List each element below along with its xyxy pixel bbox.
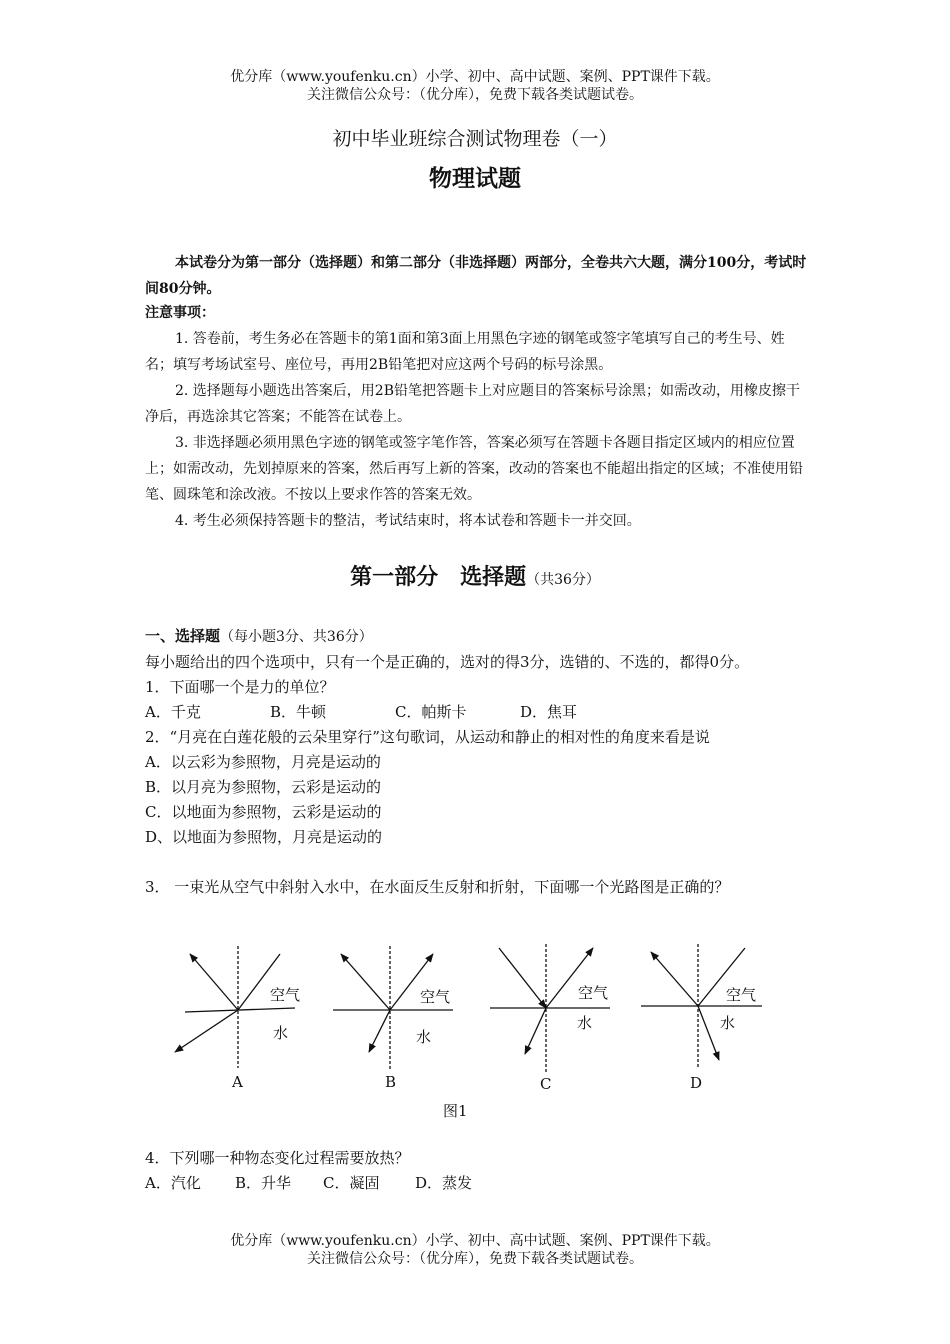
figure-1-light-diagrams <box>165 940 785 1130</box>
page-footer <box>0 1232 950 1268</box>
q2-option-c: C．以地面为参照物，云彩是运动的 <box>145 803 382 821</box>
section-heading: 一、选择题 <box>145 627 221 645</box>
q4-option-a: A．汽化 <box>145 1174 201 1192</box>
exam-intro <box>145 250 810 302</box>
questions-block <box>145 624 810 900</box>
note-item: 2. 选择题每小题选出答案后，用2B铅笔把答题卡上对应题目的答案标号涂黑；如需改动，用橡皮擦干净后，再选涂其它答案；不能答在试卷上。 <box>145 383 801 425</box>
notes-block <box>145 300 810 534</box>
header-line-1: 优分库（www.youfenku.cn）小学、初中、高中试题、案例、PPT课件下载。 <box>230 69 720 85</box>
notes-heading: 注意事项： <box>145 305 215 321</box>
q4-options <box>145 1171 810 1196</box>
q2-option-a: A．以云彩为参照物，月亮是运动的 <box>145 753 381 771</box>
q2-option-d: D、以地面为参照物，月亮是运动的 <box>145 828 383 846</box>
q4-option-d: D．蒸发 <box>415 1174 473 1192</box>
q4-option-b: B．升华 <box>235 1174 292 1192</box>
intro-text: 本试卷分为第一部分（选择题）和第二部分（非选择题）两部分，全卷共六大题，满分100分，考试时间80分钟。 <box>145 255 807 297</box>
diagram-a <box>175 946 295 1068</box>
diagram-d-air-label: 空气 <box>726 986 757 1004</box>
q4-block <box>145 1146 810 1196</box>
q4-option-c: C．凝固 <box>323 1174 380 1192</box>
diagram-a-label: A <box>232 1073 243 1091</box>
q3-stem: 3． 一束光从空气中斜射入水中，在水面反生反射和折射，下面哪一个光路图是正确的？ <box>145 878 730 896</box>
diagram-d-water-label: 水 <box>720 1014 736 1032</box>
diagram-c-water-label: 水 <box>577 1014 593 1032</box>
section-heading-note: （每小题3分、共36分） <box>220 629 373 645</box>
diagram-d <box>641 944 762 1068</box>
exam-title: 初中毕业班综合测试物理卷（一） <box>332 128 618 150</box>
q1-option-c: C．帕斯卡 <box>395 703 467 721</box>
note-item: 3. 非选择题必须用黑色字迹的钢笔或签字笔作答，答案必须写在答题卡各题目指定区域内的相应位置上；如需改动，先划掉原来的答案，然后再写上新的答案，改动的答案也不能超出指定的区域；不准使用铅笔、圆珠笔和涂改液。不按以上要求作答的答案无效。 <box>145 435 803 503</box>
note-item: 1. 答卷前，考生务必在答题卡的第1面和第3面上用黑色字迹的钢笔或签字笔填写自己的考生号、姓名；填写考场试室号、座位号，再用2B铅笔把对应这两个号码的标号涂黑。 <box>145 331 785 373</box>
diagram-b-air-label: 空气 <box>420 988 451 1006</box>
page-header <box>0 68 950 104</box>
q1-option-b: B．牛顿 <box>270 703 327 721</box>
diagram-c <box>490 944 610 1072</box>
diagram-a-water-label: 水 <box>273 1024 289 1042</box>
diagram-c-label: C <box>540 1075 552 1093</box>
note-item: 4. 考生必须保持答题卡的整洁，考试结束时，将本试卷和答题卡一并交回。 <box>175 513 641 529</box>
section-instruction: 每小题给出的四个选项中，只有一个是正确的，选对的得3分，选错的、不选的，都得0分。 <box>145 653 750 671</box>
q1-options <box>145 700 810 725</box>
diagram-d-label: D <box>690 1074 703 1092</box>
footer-line-1: 优分库（www.youfenku.cn）小学、初中、高中试题、案例、PPT课件下载。 <box>230 1233 720 1249</box>
diagram-b-water-label: 水 <box>416 1028 432 1046</box>
q1-stem: 1．下面哪一个是力的单位？ <box>145 678 335 696</box>
q2-option-b: B．以月亮为参照物，云彩是运动的 <box>145 778 382 796</box>
q2-stem: 2．“月亮在白莲花般的云朵里穿行”这句歌词，从运动和静止的相对性的角度来看是说 <box>145 728 710 746</box>
diagram-c-air-label: 空气 <box>578 984 609 1002</box>
diagram-a-air-label: 空气 <box>270 986 301 1004</box>
header-line-2: 关注微信公众号：（优分库），免费下载各类试题试卷。 <box>307 87 643 103</box>
exam-subtitle: 物理试题 <box>429 165 521 192</box>
part-one-title: 第一部分 选择题 <box>350 564 527 590</box>
part-one-heading <box>0 560 950 591</box>
footer-line-2: 关注微信公众号：（优分库），免费下载各类试题试卷。 <box>307 1251 643 1267</box>
part-one-note: （共36分） <box>526 572 600 588</box>
diagram-b-label: B <box>385 1073 397 1091</box>
q4-stem: 4．下列哪一种物态变化过程需要放热？ <box>145 1149 410 1167</box>
q1-option-a: A．千克 <box>145 703 201 721</box>
diagram-b <box>333 946 453 1070</box>
q1-option-d: D．焦耳 <box>520 703 578 721</box>
figure-caption: 图1 <box>443 1102 468 1120</box>
